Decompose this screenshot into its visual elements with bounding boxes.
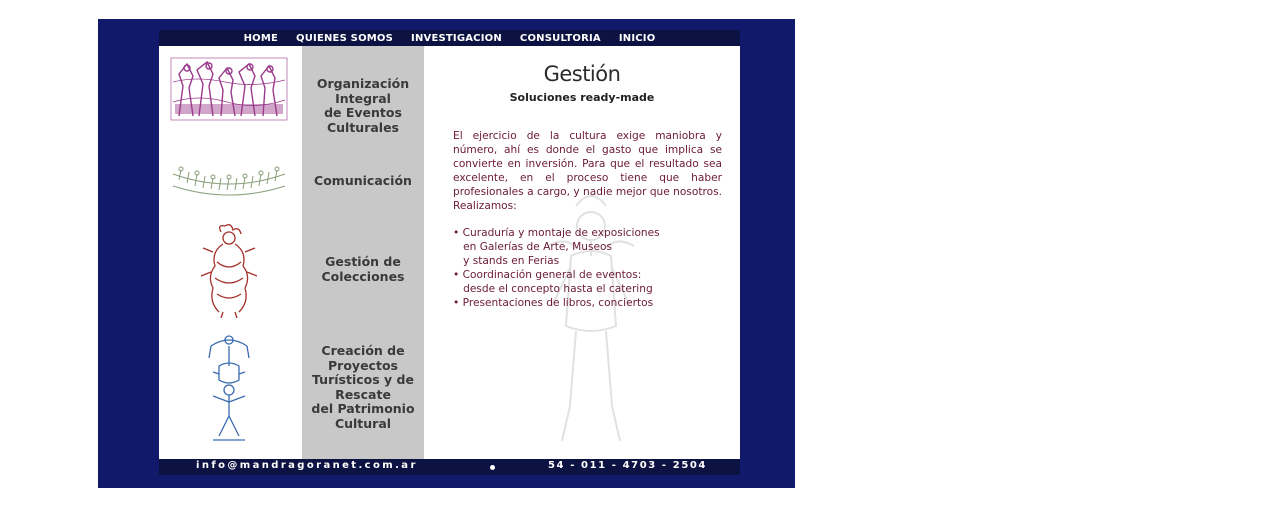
nav-quienes-somos[interactable]: QUIENES SOMOS [296,32,394,44]
contact-phone: 54 - 011 - 4703 - 2504 [548,460,707,471]
list-item: • Coordinación general de eventos: [453,268,642,281]
intro-paragraph: El ejercicio de la cultura exige maniobra y número, ahí es donde el gasto que implica se convierte en inversión. Para que el resultado sea excelente, en el proceso tiene que haber profesionales a cargo, y nadie mejor que nosotros. Realizamos: [453,130,722,212]
sidebar-item-comunicacion[interactable]: Comunicación [314,173,412,188]
list-item: en Galerías de Arte, Museos [453,240,613,253]
procession-frieze-illustration [171,160,287,204]
footer-bar [159,459,740,475]
page-background [98,19,795,488]
nav-consultoria[interactable]: CONSULTORIA [519,32,601,44]
mandrake-figure-watermark [546,186,636,446]
nav-home[interactable]: HOME [243,32,279,44]
illustration-column [159,46,302,459]
nav-investigacion[interactable]: INVESTIGACION [411,32,502,44]
sidebar-item-gestion-colecciones[interactable]: Gestión de Colecciones [321,254,405,284]
main-content [424,46,740,459]
services-sidebar [302,46,424,459]
page-title: Gestión [543,62,621,86]
acrobat-figure-illustration [205,332,253,444]
list-item: • Curaduría y montaje de exposiciones [453,227,660,239]
mandrake-creature-illustration [201,222,257,318]
separator-dot [490,465,495,470]
services-list [453,227,733,310]
site-frame [159,30,740,475]
top-navigation [159,30,740,46]
page-subtitle: Soluciones ready-made [509,91,655,104]
contact-email-link[interactable]: info@mandragoranet.com.ar [196,460,418,471]
woodcut-figures-illustration [169,56,289,122]
nav-inicio[interactable]: INICIO [618,32,656,44]
sidebar-item-eventos-culturales[interactable]: Organización Integral de Eventos Culturales [316,76,410,135]
list-item: y stands en Ferias [453,254,560,267]
list-item: desde el concepto hasta el catering [453,282,653,295]
list-item: • Presentaciones de libros, conciertos [453,296,654,309]
sidebar-item-proyectos-turisticos[interactable]: Creación de Proyectos Turísticos y de Rescate del Patrimonio Cultural [311,343,415,431]
